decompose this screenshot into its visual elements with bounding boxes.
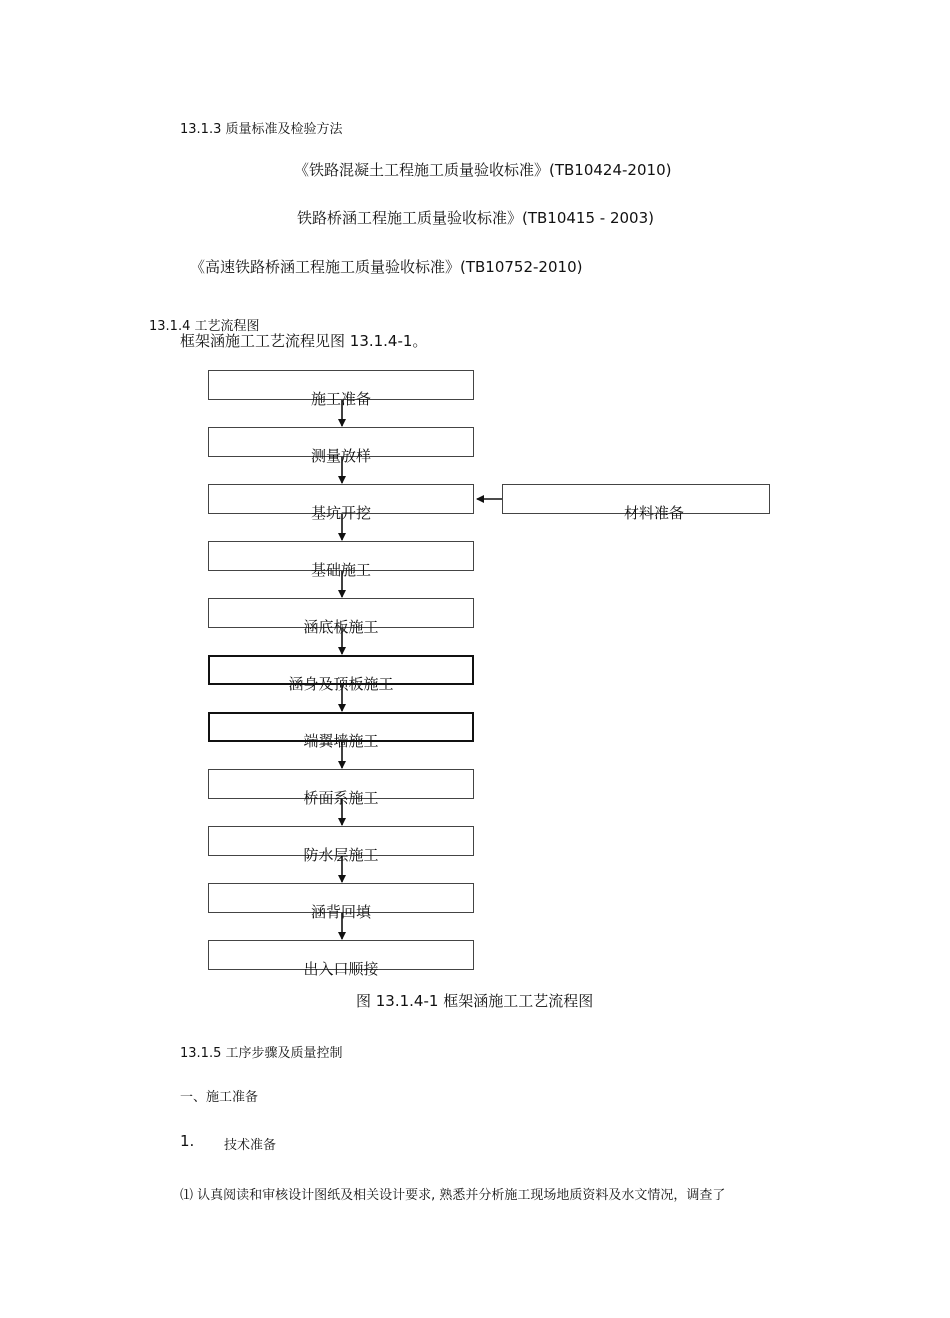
flow-step-label: 基础施工 (310, 561, 371, 579)
section-heading-13-1-5: 13.1.5 工序步骤及质量控制 (180, 1046, 343, 1061)
flow-step-label: 涵背回填 (310, 903, 371, 921)
flow-side-step-label: 材料准备 (623, 504, 684, 522)
flow-step-label: 涵身及顶板施工 (288, 675, 394, 693)
section-heading-13-1-4: 13.1.4 工艺流程图 (149, 319, 260, 334)
item-title: 技术准备 (224, 1138, 277, 1153)
paragraph-text: ⑴ 认真阅读和审核设计图纸及相关设计要求, 熟悉并分析施工现场地质资料及水文情况，调查了 (180, 1188, 726, 1203)
standard-line-3: 《高速铁路桥涵工程施工质量验收标准》(TB10752-2010) (190, 258, 583, 276)
flow-step-label: 涵底板施工 (303, 618, 379, 636)
standard-line-1: 《铁路混凝土工程施工质量验收标准》(TB10424-2010) (294, 161, 672, 179)
flow-step-label: 基坑开挖 (310, 504, 371, 522)
flow-intro-text: 框架涵施工工艺流程见图 13.1.4-1。 (180, 332, 428, 350)
item-number: 1. (180, 1132, 195, 1150)
flow-step-label: 端翼墙施工 (303, 732, 379, 750)
flow-step-label: 测量放样 (310, 447, 371, 465)
figure-caption: 图 13.1.4-1 框架涵施工工艺流程图 (356, 992, 594, 1010)
flow-step-label: 出入口顺接 (303, 960, 379, 978)
flow-step-label: 防水层施工 (303, 846, 379, 864)
subsection-heading: 一、施工准备 (180, 1090, 259, 1105)
standard-line-2: 铁路桥涵工程施工质量验收标准》(TB10415 - 2003) (297, 209, 654, 227)
flow-step-label: 施工准备 (310, 390, 371, 408)
section-heading-13-1-3: 13.1.3 质量标准及检验方法 (180, 122, 343, 137)
flow-step-label: 桥面系施工 (303, 789, 379, 807)
